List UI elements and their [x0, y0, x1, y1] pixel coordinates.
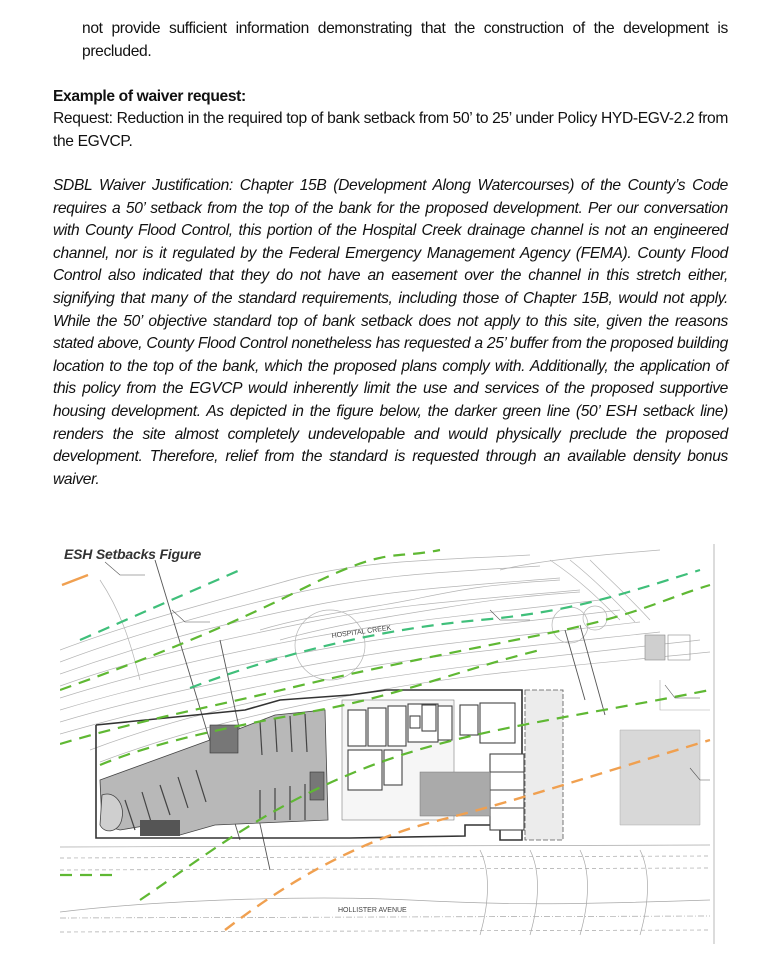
esh-setbacks-figure [60, 540, 716, 946]
waiver-request-text: Request: Reduction in the required top of bank setback from 50’ to 25’ under Policy HYD-EGV-2.2 from the EGVCP. [53, 110, 728, 150]
figure-title: ESH Setbacks Figure [64, 546, 202, 562]
paragraph-continuation: not provide sufficient information demonstrating that the construction of the development is precluded. [82, 20, 728, 60]
hollister-avenue-label: HOLLISTER AVENUE [338, 907, 407, 914]
building-outlines [342, 700, 524, 830]
justification-label: SDBL Waiver Justification [53, 177, 229, 194]
example-heading: Example of waiver request: [53, 88, 246, 105]
paving-grid [140, 820, 180, 836]
justification-body: : Chapter 15B (Development Along Watercourses) of the County’s Code requires a 50’ setback from the top of the bank for the proposed development. Per our conversation with County Flood Control, this portion of the Hospital Creek drainage channel is not an engineered channel, nor is it regulated by the Federal Emergency Management Agency (FEMA). County Flood Control also indicated that they do not have an easement over the channel in this stretch either, signifying that many of the standard requirements, including those of Chapter 15B, would not apply. While the 50’ objective standard top of bank setback does not apply to this site, given the reasons stated above, County Flood Control nonetheless has requested a 25’ buffer from the proposed building location to the top of the bank, which the proposed plans comply with. Additionally, the application of this policy from the EGVCP would inherently limit the use and services of the proposed supportive housing development. As depicted in the figure below, the darker green line (50’ ESH setback line) renders the site almost completely undevelopable and would physically preclude the proposed development. Therefore, relief from the standard is requested through an available density bonus waiver. [53, 177, 728, 488]
building-corridor [525, 690, 563, 840]
waiver-justification [53, 175, 728, 491]
hospital-creek-label: HOSPITAL CREEK [331, 624, 392, 640]
hatched-area-2 [310, 772, 324, 800]
